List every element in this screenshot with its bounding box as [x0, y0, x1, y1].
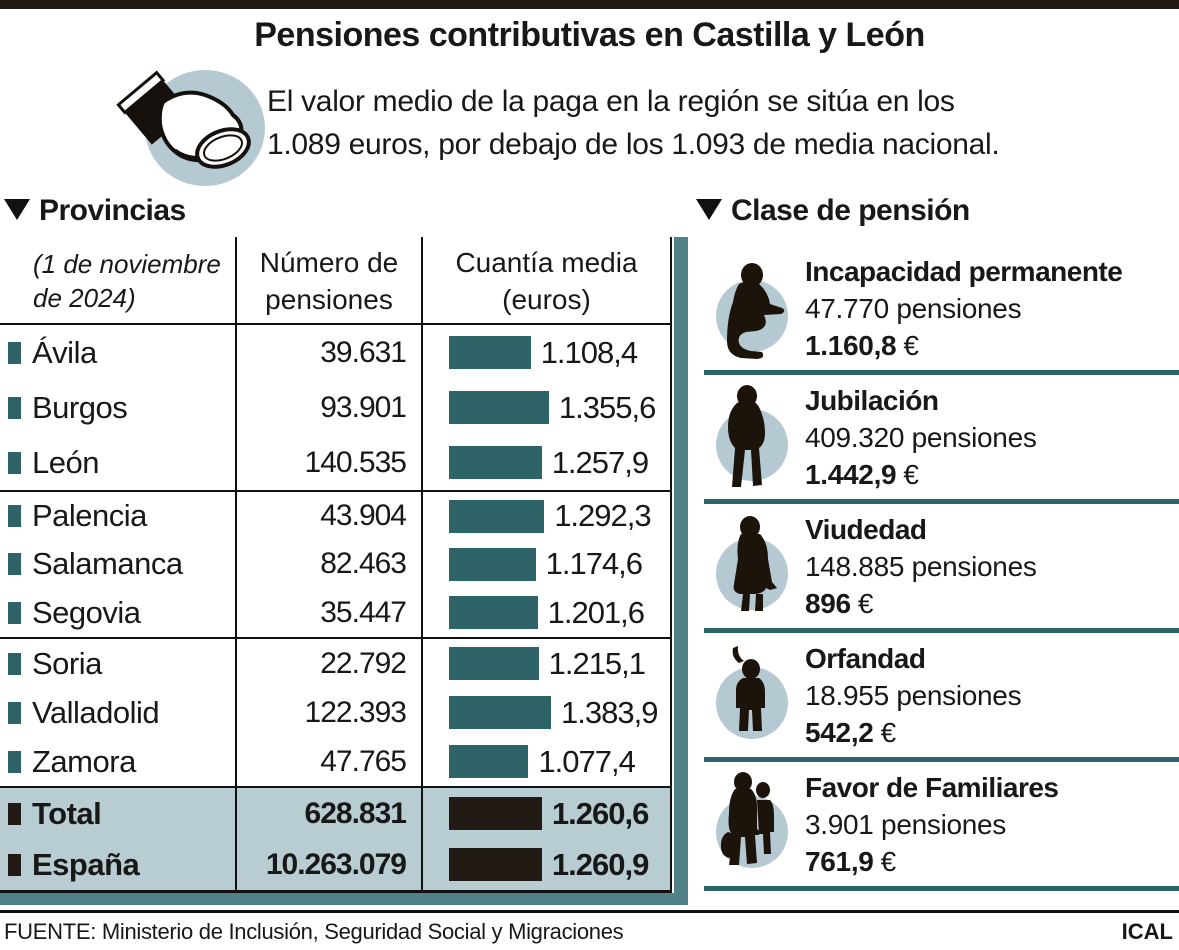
amount-value: 1.260,6 [551, 795, 649, 831]
table-row [0, 688, 670, 737]
pension-class-item [698, 633, 1179, 762]
bullet-icon [8, 602, 21, 624]
bullet-icon [8, 342, 21, 364]
pension-class-count: 47.770 pensiones [805, 293, 1022, 324]
province-name: Zamora [32, 743, 136, 779]
pension-class-amount [805, 714, 1179, 751]
bullet-icon [8, 854, 21, 876]
table-group-2 [0, 490, 670, 637]
province-name: Segovia [32, 594, 141, 630]
pensions-count: 122.393 [304, 695, 406, 729]
pensions-count: 140.535 [304, 445, 406, 479]
column-divider [421, 237, 423, 893]
amount-bar [449, 336, 531, 369]
footer-rule [0, 910, 1179, 913]
top-rule [0, 0, 1179, 9]
amount-value: 1.292,3 [554, 498, 651, 534]
province-name: Soria [32, 645, 102, 681]
euro-sign: € [903, 459, 919, 490]
total-label: Total [32, 795, 102, 831]
agency-credit: ICAL [1121, 919, 1173, 944]
pensions-count: 43.904 [320, 499, 406, 533]
pension-class-count: 3.901 pensiones [805, 809, 1007, 840]
triangle-down-icon [4, 199, 30, 220]
pension-class-title: Jubilación [805, 385, 939, 416]
pension-class-item [698, 762, 1179, 891]
column-header-line: Número de [259, 247, 399, 278]
column-header-pensions [237, 237, 421, 325]
amount-value: 1.174,6 [545, 546, 643, 582]
provinces-header-label: Provincias [39, 194, 186, 227]
amount-bar [449, 446, 542, 479]
province-name: Burgos [32, 389, 128, 425]
amount-number: 896 [805, 588, 851, 619]
date-note-line2: de 2024) [33, 283, 136, 313]
province-name: Ávila [32, 334, 97, 370]
pensions-count: 10.263.079 [265, 847, 406, 881]
amount-bar [449, 500, 544, 533]
pension-class-amount [805, 456, 1179, 493]
table-row [0, 639, 670, 688]
widow-icon [706, 512, 796, 620]
table-group-1 [0, 325, 670, 490]
pension-class-amount [805, 585, 1179, 622]
date-note-line1: (1 de noviembre [33, 249, 221, 279]
pension-class-section-header [696, 194, 970, 228]
column-header-line: pensiones [265, 284, 393, 315]
pension-class-item [698, 504, 1179, 633]
table-row [0, 492, 670, 540]
hand-coin-icon [103, 62, 281, 190]
amount-value: 1.201,6 [547, 594, 645, 630]
bullet-icon [8, 553, 21, 575]
amount-number: 1.160,8 [805, 330, 897, 361]
province-name: Valladolid [32, 694, 160, 730]
euro-sign: € [857, 588, 874, 619]
amount-value: 1.257,9 [551, 444, 649, 480]
table-row [0, 540, 670, 588]
amount-bar [449, 848, 542, 881]
pension-class-item [698, 246, 1179, 375]
elderly-person-icon [706, 383, 796, 491]
province-name: Salamanca [32, 546, 183, 582]
date-note [0, 237, 235, 325]
table-shadow-bottom [0, 893, 688, 905]
pension-class-title: Favor de Familiares [805, 772, 1059, 803]
table-row [0, 325, 670, 380]
amount-bar [449, 548, 536, 581]
pension-class-amount [805, 327, 1179, 364]
column-header-line: Cuantía media [455, 247, 638, 278]
euro-sign: € [880, 717, 896, 748]
amount-value: 1.260,9 [551, 846, 649, 882]
euro-sign: € [880, 846, 896, 877]
pension-class-count: 409.320 pensiones [805, 422, 1037, 453]
pension-class-title: Viudedad [805, 514, 927, 545]
pension-class-count: 18.955 pensiones [805, 680, 1022, 711]
total-label: España [32, 846, 140, 882]
table-row [0, 737, 670, 786]
pension-class-title: Orfandad [805, 643, 926, 674]
bullet-icon [8, 803, 21, 825]
provinces-table [0, 237, 672, 893]
teal-divider [704, 886, 1179, 891]
column-divider [235, 237, 237, 893]
table-totals [0, 786, 670, 893]
amount-number: 761,9 [805, 846, 874, 877]
pensions-count: 39.631 [320, 335, 406, 369]
amount-value: 1.355,6 [558, 389, 656, 425]
amount-value: 1.215,1 [548, 645, 646, 681]
amount-value: 1.383,9 [561, 694, 658, 730]
bullet-icon [8, 452, 21, 474]
table-shadow-right [674, 237, 688, 905]
pension-class-count: 148.885 pensiones [805, 551, 1037, 582]
amount-value: 1.077,4 [538, 743, 635, 779]
source-note: FUENTE: Ministerio de Inclusión, Seguridad Social y Migraciones [4, 919, 624, 944]
amount-bar [449, 696, 551, 729]
table-group-3 [0, 637, 670, 786]
amount-number: 1.442,9 [805, 459, 897, 490]
table-row [0, 589, 670, 637]
pensions-count: 628.831 [304, 796, 406, 830]
intro-line-2: 1.089 euros, por debajo de los 1.093 de media nacional. [267, 128, 1000, 161]
pensions-count: 47.765 [320, 744, 406, 778]
intro-text [267, 80, 1127, 166]
triangle-down-icon [696, 199, 722, 220]
bullet-icon [8, 702, 21, 724]
bullet-icon [8, 751, 21, 773]
euro-sign: € [903, 330, 919, 361]
pension-class-amount [805, 843, 1179, 880]
amount-value: 1.108,4 [540, 334, 638, 370]
bullet-icon [8, 653, 21, 675]
intro-block [0, 60, 1179, 190]
pension-class-header-label: Clase de pensión [731, 194, 970, 227]
family-icon [706, 770, 796, 878]
amount-number: 542,2 [805, 717, 874, 748]
table-row [0, 380, 670, 435]
bullet-icon [8, 397, 21, 419]
column-header-amount [423, 237, 670, 325]
amount-bar [449, 745, 528, 778]
table-row-total [0, 788, 670, 839]
child-icon [706, 641, 796, 749]
pension-class-title: Incapacidad permanente [805, 256, 1123, 287]
bullet-icon [8, 505, 21, 527]
pensions-count: 22.792 [320, 646, 406, 680]
table-row [0, 435, 670, 490]
column-header-line: (euros) [502, 284, 591, 315]
table-header-row [0, 237, 670, 325]
province-name: Palencia [32, 498, 147, 534]
pension-class-item [698, 375, 1179, 504]
disabled-person-icon [706, 254, 796, 362]
amount-bar [449, 596, 538, 629]
pensions-count: 35.447 [320, 595, 406, 629]
table-row-spain [0, 839, 670, 890]
page-title: Pensiones contributivas en Castilla y León [254, 16, 925, 54]
province-name: León [32, 444, 99, 480]
pensions-count: 93.901 [320, 390, 406, 424]
pensions-count: 82.463 [320, 547, 406, 581]
amount-bar [449, 797, 542, 830]
amount-bar [449, 391, 549, 424]
intro-line-1: El valor medio de la paga en la región se sitúa en los [267, 85, 955, 118]
provinces-section-header [4, 194, 186, 228]
amount-bar [449, 647, 539, 680]
